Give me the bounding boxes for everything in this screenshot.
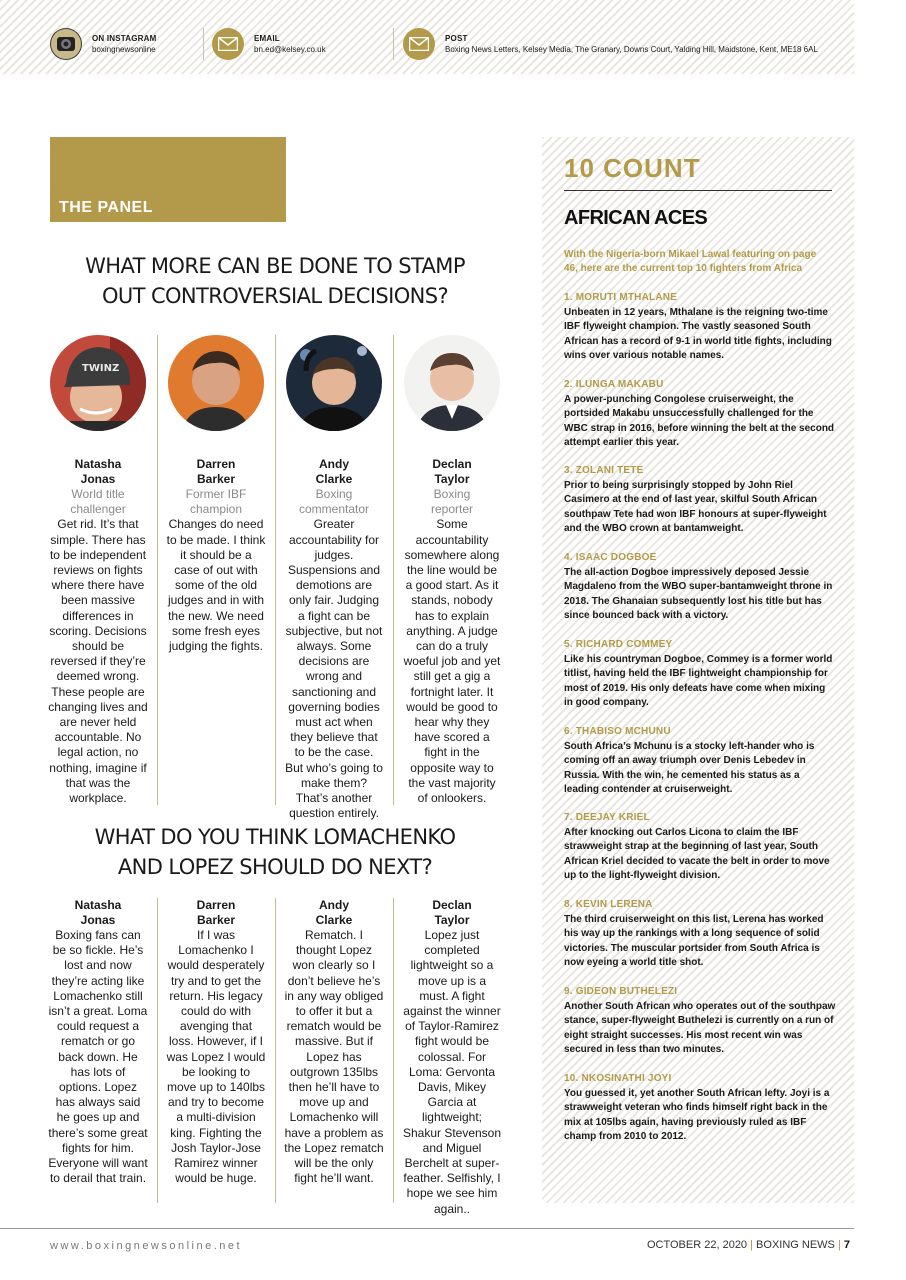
- panelist-first-name: Declan: [432, 457, 472, 471]
- panelist-answer-2: [166, 457, 266, 654]
- question-heading-1: [50, 251, 500, 311]
- panelist-last-name: Jonas: [80, 913, 116, 927]
- panelist-first-name: Declan: [432, 898, 472, 912]
- ranking-entry-body: Another South African who operates out of the southpaw stance, super-flyweight Buthelezi is currently on a run of eight straight successes. His most recent win was secured in less than two minutes.: [564, 1000, 836, 1056]
- panelist-role: reporter: [430, 502, 474, 517]
- panelist-answer-text: Lopez just completed lightweight so a move up is a must. A fight against the winner of Taylor-Ramirez fight would be colossal. For Loma: Gervonta Davis, Mikey Garcia at lightweight; Shakur Stevenson and Miguel Berchelt at super-feather. Selfishly, I hope we see him again..: [402, 928, 502, 1216]
- question-heading-2: [50, 822, 500, 882]
- panelist-first-name: Natasha: [74, 457, 122, 471]
- svg-text:TWINZ: TWINZ: [82, 363, 120, 374]
- panelist-first-name: Darren: [196, 898, 236, 912]
- panelist-last-name: Jonas: [80, 472, 116, 486]
- avatar-natasha-jonas: [50, 335, 146, 431]
- ranking-entry-body: After knocking out Carlos Licona to claim the IBF strawweight strap at the beginning of last year, South African Kriel decided to vacate the belt in order to move up to the light-flyweight division.: [564, 826, 830, 882]
- column-divider: [157, 335, 158, 805]
- ranking-entry-body: The all-action Dogboe impressively deposed Jessie Magdaleno from the WBO super-bantamweight throne in 2018. The Ghanaian subsequently lost his title but has since bounced back with a victory.: [564, 566, 833, 622]
- envelope-icon: [403, 28, 435, 60]
- ranking-entry-body: The third cruiserweight on this list, Lerena has worked his way up the rankings with a long sequence of solid victories. The muscular portsider from South Africa is now eyeing a world title shot.: [564, 913, 824, 969]
- page-number: 7: [843, 1239, 850, 1251]
- issue-date: OCTOBER 22, 2020: [646, 1239, 748, 1251]
- folio-separator: |: [837, 1239, 841, 1251]
- panelist-role: champion: [189, 502, 243, 517]
- ten-count-sidebar: [542, 137, 854, 1203]
- column-divider: [393, 335, 394, 805]
- instagram-handle: boxingnewsonline: [92, 45, 156, 54]
- ten-count-intro: With the Nigeria-born Mikael Lawal featuring on page 46, here are the current top 10 fighters from Africa: [564, 249, 817, 274]
- question-2-line-1: WHAT DO YOU THINK LOMACHENKO: [94, 825, 456, 849]
- panel-label: THE PANEL: [59, 199, 153, 216]
- ranking-entry: [564, 638, 836, 711]
- divider: [203, 28, 204, 60]
- panelist-answer-text: If I was Lomachenko I would desperately try and to get the return. His legacy could do with avenging that loss. However, if I was Lopez I would be looking to move up to 140lbs and try to become a multi-division king. Fighting the Josh Taylor-Jose Ramirez winner would be huge.: [166, 928, 266, 1186]
- ranking-entry-heading: 6. THABISO MCHUNU: [564, 726, 671, 737]
- panelist-role: Boxing: [315, 487, 353, 501]
- ranking-entry: [564, 1072, 836, 1145]
- ranking-entry: [564, 378, 836, 451]
- footer-folio: [647, 1239, 850, 1251]
- panelist-role: commentator: [298, 502, 370, 517]
- footer-divider: [0, 1228, 854, 1229]
- panelist-role: Boxing: [433, 487, 471, 501]
- panelist-answer-text: Rematch. I thought Lopez won clearly so I don’t believe he’s in any way obliged to offer it but a rematch would be massive. But if Lopez has outgrown 135lbs then he’ll have to move up and Lomachenko will have a problem as the Lopez rematch will be the only fight he’ll want.: [284, 928, 384, 1186]
- instagram-contact[interactable]: [50, 26, 156, 62]
- panelist-last-name: Clarke: [315, 913, 353, 927]
- ranking-entry-body: A power-punching Congolese cruiserweight, the portsided Makabu unsuccessfully challenged for the WBC strap in 2016, before winning the belt at the second attempt earlier this year.: [564, 393, 835, 449]
- ranking-entry: [564, 464, 836, 537]
- ranking-entry-heading: 4. ISAAC DOGBOE: [564, 552, 657, 563]
- footer-website[interactable]: www.boxingnewsonline.net: [50, 1240, 243, 1252]
- panelist-answer-text: Some accountability somewhere along the line would be a good start. As it stands, nobody has to explain anything. A judge can do a truly woeful job and yet still get a gig a fortnight later. It would be good to hear why they have scored a fight in the opposite way to the vast majority of onlookers.: [403, 517, 501, 806]
- panelist-last-name: Barker: [196, 913, 236, 927]
- ranking-entry-heading: 5. RICHARD COMMEY: [564, 639, 673, 650]
- ranking-entry-body: Like his countryman Dogboe, Commey is a former world titlist, having held the IBF lightweight championship for most of 2019. His only defeats have come when mixing in good company.: [564, 653, 833, 709]
- panelist-last-name: Barker: [196, 472, 236, 486]
- ten-count-title: 10 COUNT: [564, 153, 701, 183]
- divider: [393, 28, 394, 60]
- ranking-entry: [564, 291, 836, 364]
- panelist-last-name: Taylor: [434, 913, 470, 927]
- post-title: POST: [445, 34, 468, 43]
- instagram-title: ON INSTAGRAM: [92, 34, 157, 43]
- panelist-answer-text: Greater accountability for judges. Suspensions and demotions are only fair. Judging a fight can be subjective, but not always. Some decisions are wrong and sanctioning and governing bodies must act when they believe that to be the case. But who’s going to make them? That’s another question entirely.: [285, 517, 383, 821]
- ranking-entry: [564, 985, 836, 1058]
- panelist-answer-4: [402, 457, 502, 806]
- panelist-answer-5: [48, 898, 148, 1186]
- panelist-answer-6: [166, 898, 266, 1186]
- panelist-answer-1: [48, 457, 148, 806]
- panelist-last-name: Taylor: [434, 472, 470, 486]
- ranking-entry-heading: 2. ILUNGA MAKABU: [564, 379, 664, 390]
- folio-separator: |: [750, 1239, 753, 1251]
- ranking-entry-body: Unbeaten in 12 years, Mthalane is the reigning two-time IBF flyweight champion. The vastly seasoned South African has a record of 9-1 in world title fights, including wins over various notable names.: [564, 306, 832, 362]
- panel-section-label: [50, 137, 286, 222]
- ranking-entry-heading: 9. GIDEON BUTHELEZI: [564, 986, 678, 997]
- question-2-line-2: AND LOPEZ SHOULD DO NEXT?: [117, 855, 433, 879]
- panelist-role: World title: [71, 487, 125, 501]
- panelist-first-name: Natasha: [74, 898, 122, 912]
- panelist-answer-text: Changes do need to be made. I think it should be a case of out with some of the old judges and in with the new. We need some fresh eyes judging the fights.: [166, 517, 266, 654]
- ranking-entry: [564, 811, 836, 884]
- panelist-answer-8: [402, 898, 502, 1217]
- panelist-last-name: Clarke: [315, 472, 353, 486]
- ranking-entry-heading: 8. KEVIN LERENA: [564, 899, 653, 910]
- post-address: Boxing News Letters, Kelsey Media, The Granary, Downs Court, Yalding Hill, Maidstone, Kent, ME18 6AL: [445, 45, 818, 54]
- avatar-andy-clarke: [286, 335, 382, 431]
- ranking-entry-heading: 1. MORUTI MTHALANE: [564, 292, 678, 303]
- avatar-declan-taylor: [404, 335, 500, 431]
- panelist-answer-3: [284, 457, 384, 821]
- panelist-first-name: Darren: [196, 457, 236, 471]
- camera-icon: [50, 28, 82, 60]
- question-1-line-2: OUT CONTROVERSIAL DECISIONS?: [101, 284, 449, 308]
- ranking-entry: [564, 725, 836, 798]
- publication-name: BOXING NEWS: [756, 1239, 835, 1251]
- contact-bar: [0, 0, 854, 74]
- ranking-entry-heading: 7. DEEJAY KRIEL: [564, 812, 650, 823]
- panelist-answer-7: [284, 898, 384, 1186]
- column-divider: [275, 335, 276, 805]
- column-divider: [157, 898, 158, 1203]
- column-divider: [393, 898, 394, 1203]
- ranking-entry-body: You guessed it, yet another South African lefty. Joyi is a strawweight veteran who finds himself right back in the mix at 105lbs again, having previously ruled as IBF champ from 2010 to 2012.: [564, 1087, 830, 1143]
- ranking-entry: [564, 551, 836, 624]
- ranking-entry-body: Prior to being surprisingly stopped by John Riel Casimero at the end of last year, skilful South African southpaw Tete had won IBF honours at super-flyweight and the WBO crown at bantamweight.: [564, 479, 827, 535]
- divider: [564, 190, 832, 191]
- avatar-darren-barker: [168, 335, 264, 431]
- panelist-answer-text: Boxing fans can be so fickle. He’s lost and now they’re acting like Lomachenko still isn’t a great. Loma could request a rematch or go back down. He has lots of options. Lopez has always said he goes up and there’s some great fights for him. Everyone will want to derail that train.: [48, 928, 148, 1186]
- ranking-entry-body: South Africa’s Mchunu is a stocky left-hander who is coming off an away triumph over Denis Lebedev in Russia. With the win, he cemented his status as a leading contender at cruiserweight.: [564, 740, 815, 796]
- ten-count-subtitle: AFRICAN ACES: [564, 207, 708, 229]
- panelist-first-name: Andy: [319, 898, 349, 912]
- column-divider: [275, 898, 276, 1203]
- panelist-role: Former IBF: [185, 487, 247, 501]
- panelist-first-name: Andy: [319, 457, 349, 471]
- ranking-entry-heading: 10. NKOSINATHI JOYI: [564, 1073, 672, 1084]
- ranking-entry-heading: 3. ZOLANI TETE: [564, 465, 644, 476]
- email-address: bn.ed@kelsey.co.uk: [254, 45, 326, 54]
- envelope-icon: [212, 28, 244, 60]
- question-1-line-1: WHAT MORE CAN BE DONE TO STAMP: [85, 254, 465, 278]
- email-title: EMAIL: [254, 34, 280, 43]
- email-contact[interactable]: [212, 26, 326, 62]
- panelist-answer-text: Get rid. It’s that simple. There has to be independent reviews on fights where there have been massive differences in scoring. Decisions should be reversed if they’re deemed wrong. These people are changing lives and are never held accountable. No legal action, no nothing, imagine if that was the workplace.: [48, 517, 148, 806]
- ranking-entry: [564, 898, 836, 971]
- panelist-role: challenger: [70, 502, 126, 517]
- post-contact: [403, 26, 818, 62]
